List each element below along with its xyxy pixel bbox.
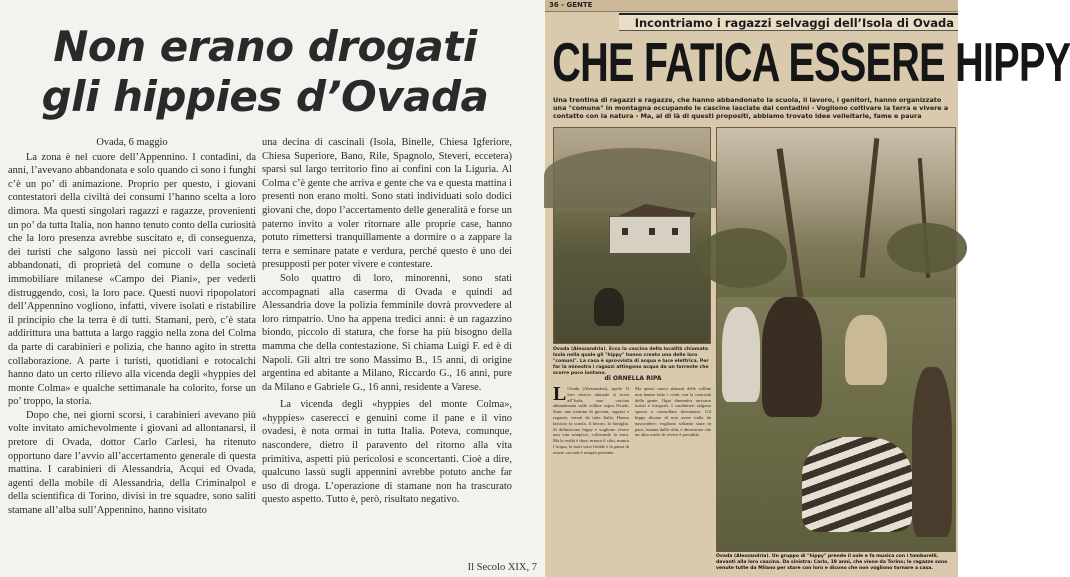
headline-line-1: Non erano drogati — [53, 22, 477, 71]
article-headline — [30, 22, 500, 122]
paragraph: Solo quattro di loro, minorenni, sono stati accompagnati alla caserma di Ovada e quindi ad Alessandria dove la polizia femminile dovrà provvedere al loro rimpatrio. Uno ha appena tredici anni: è un ragazzino biondo, piccolo di statura, che forse ha più bisogno della mamma che della contestazione. Si chiama Luigi F. ed è di Napoli. Gli altri tre sono Massimo B., 15 anni, di origine argentina ed abitante a Milano, Riccardo G., 16 anni, pure da Milano e Gabriele G., 16 anni, residente a Varese. — [262, 272, 512, 393]
house-shape — [609, 216, 691, 254]
paragraph: Dopo che, nei giorni scorsi, i carabinieri avevano più volte invitato amichevolmente i giovani ad allontanarsi, il pretore di Ovada, dottor Carlo Carlesi, ha ritenuto opportuno dare l’avvio all’accertamento generale di questa mattina. I carabinieri di Alessandria, Acqui ed Ovada, agenti della mobile di Alessandria, della Criminalpol e della scientifica di Torino, divisi in tre squadre, sono saliti stamane all’alba sull’Appennino, hanno visitato — [8, 409, 256, 517]
magazine-page — [545, 0, 1070, 577]
body-column-1 — [553, 383, 629, 566]
page-label: 36 - GENTE — [549, 1, 593, 9]
bush-shape — [887, 223, 967, 273]
bush-shape — [697, 228, 787, 288]
farmhouse-photo — [553, 127, 711, 344]
page-header-bar — [545, 0, 958, 12]
photo-caption: Ovada (Alessandria). Ecco la cascina della località chiamata Isola nella quale gli "hippy" hanno creato una delle loro "comuni". La casa è sprovvista di acqua e luce elettrica. Per far la minestra i ragazzi attingono acqua da un torrente che scorre poco lontano. — [553, 347, 709, 376]
kicker-text: Incontriamo i ragazzi selvaggi dell’Isola di Ovada — [634, 16, 954, 30]
mountain-shape — [544, 148, 734, 208]
intro-text: Una trentina di ragazzi e ragazze, che hanno abbandonato la scuola, il lavoro, i genitori, hanno organizzato una "comune" in montagna occupando le cascine lasciate dai contadini - Vogliono coltivare la terra e vivere a contatto con la natura - Ma, al di là di questi propositi, abbiamo trovato idee velleitarie, fame e paura — [553, 96, 949, 120]
paragraph: La zona è nel cuore dell’Appennino. I contadini, da anni, l’avevano abbandonata e solo quando ci sono i funghi c’è un po’ di animazione. Proprio per questo, i giovani contestatori della civiltà dei consumi l’hanno scelta a loro dimora. Ma questi singolari ragazzi e ragazze, provenienti un po’ da tutta Italia, non hanno tenuto conto della curiosità che la loro presenza avrebbe suscitato e, di conseguenza, dei turisti che salgono lassù nei piccoli vari cascinali abbandonati, di proprietà del comune o della società immobiliare milanese «Campo dei Piani», per vederli distruggendo, così, la loro pace. Questi nuovi ripopolatori dell’Appennino vogliono, infatti, vivere isolati e ristabilire il principio che la terra è di tutti. Stamani, però, c’è stata addirittura una battuta a largo raggio nella zona del Colma da parte di carabinieri e polizia, che hanno agito in stretta collaborazione. A parte i turisti, quotidiani e rotocalchi hanno dato un certo rilievo alla vicenda degli «hyppies del monte Colma» e qualche settimanale ha colorito, forse un po’ troppo, la storia. — [8, 151, 256, 408]
article-column-2 — [262, 136, 512, 507]
person-silhouette — [912, 367, 952, 537]
person-silhouette — [762, 297, 822, 417]
drop-cap: L — [553, 383, 567, 405]
paragraph: La vicenda degli «hyppies del monte Colma», «hyppies» casereccì e genuini come il pane e il vino ovadesi, è nota ormai in tutta Italia. Poteva, comunque, nascondere, dietro il paravento del ritorno alla vita primitiva, aspetti più pericolosi e sconcertanti. Cioè a dire, qualcuno lassù sugli appennini avrebbe potuto anche far uso di droga. L’operazione di stamane non ha trascurato questo aspetto. Tutto è, però, risultato negativo. — [262, 399, 512, 506]
magazine-headline: CHE FATICA ESSERE HIPPY — [552, 31, 1070, 93]
byline: di ORNELLA RIPA — [604, 375, 662, 382]
person-silhouette — [722, 307, 760, 402]
kicker-bar — [619, 13, 958, 31]
window-shape — [672, 228, 678, 235]
tree-trunk — [777, 148, 804, 297]
photo-caption: Ovada (Alessandria). Un gruppo di "hippy" prende il sole e fa musica con i tamburelli, davanti alla loro cascina. Da sinistra: Carlo, 19 anni, che viene da Torino; le ragazze sono venute tutte da Milano per stare con loro e dicono che non vogliono tornare a casa. — [716, 554, 948, 571]
window-shape — [622, 228, 628, 235]
dateline: Ovada, 6 maggio — [96, 137, 168, 148]
group-photo — [716, 297, 956, 552]
body-column-2: Ma questi nuovi abitanti delle colline non hanno fatto i conti con la curiosità della gente. Ogni domenica arrivano turisti e fotografi. I carabinieri salgono spesso a controllare documenti. Gli hippy dicono di non avere nulla da nascondere: vogliono soltanto stare in pace, lontani dalla città, e dimostrare che un altro modo di vivere è possibile. — [635, 386, 711, 438]
paragraph: una decina di cascinali (Isola, Binelle, Chiesa Igferiore, Chiesa Superiore, Bano, Rile, Spagnolo, Steveri, eccetera) sparsi sul largo territorio fino ai confini con la Liguria. Al Colma c’è gente che arriva e gente che va e questa mattina i presenti non erano molti. Sono stati individuati solo dodici giovani che, dopo l’accertamento delle generalità e forse un paterno invito a voler ritornare alle proprie case, hanno potuto rimettersi tranquillamente a dormire o a zappare la terra e seminare patate e verdura, perché questo è uno dei presupposti per poter vivere e contestare. — [262, 137, 512, 271]
article-column-1 — [8, 136, 256, 518]
body-text: Ovada (Alessandria), aprile. Il loro ritrovo abituale si trova all’Isola, una cascina abbandonata sulle colline sopra Ovada. Sono una trentina di giovani, ragazzi e ragazze, venuti da tutta Italia. Hanno lasciato la scuola, il lavoro, la famiglia. Si definiscono hippy e vogliono vivere una vita semplice, coltivando la terra. Ma la realtà è dura: manca il cibo, manca l’acqua, le notti sono fredde e la paura di essere cacciati è sempre presente. — [553, 386, 629, 455]
person-silhouette — [594, 288, 624, 326]
newspaper-source: Il Secolo XIX, 7 — [467, 562, 537, 573]
window-shape — [649, 228, 655, 235]
person-silhouette — [802, 437, 912, 532]
headline-line-2: gli hippies d’Ovada — [41, 72, 489, 121]
tree-trunk — [860, 138, 880, 278]
person-silhouette — [845, 315, 887, 385]
